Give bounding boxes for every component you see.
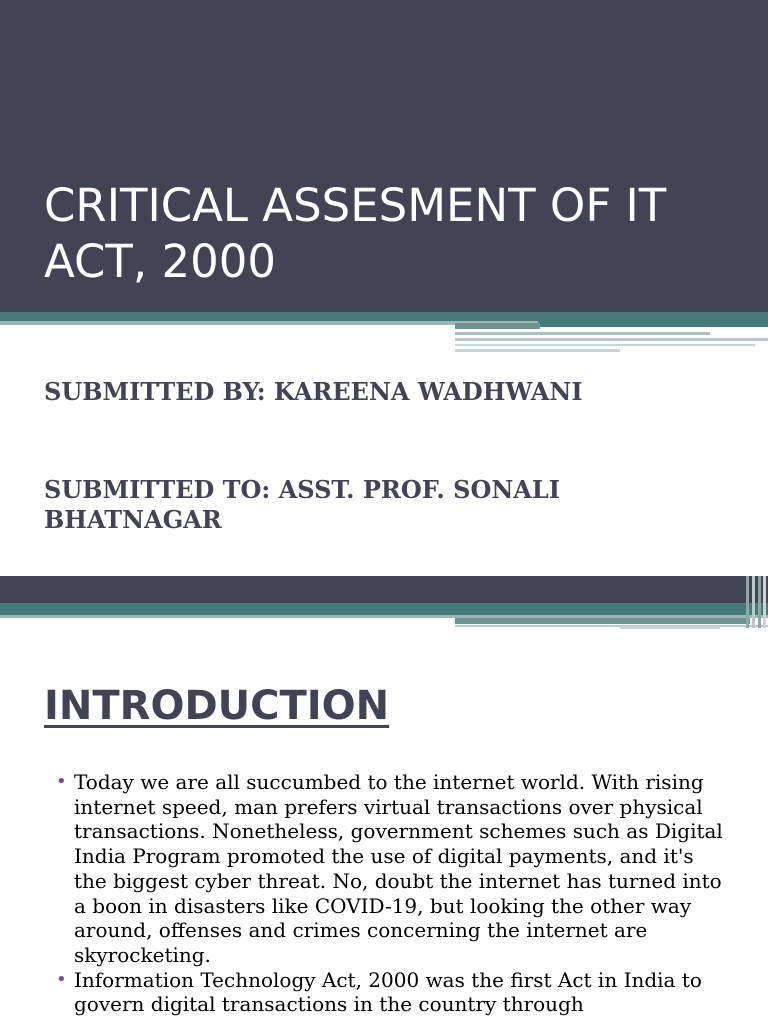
bullet-list <box>52 770 732 1017</box>
introduction-slide <box>0 576 768 1024</box>
bullet-item <box>52 770 732 968</box>
submitted-to: SUBMITTED TO: ASST. PROF. SONALI BHATNAGAR <box>44 475 561 534</box>
bullet-text: Today we are all succumbed to the internet world. With rising internet speed, man prefers virtual transactions over physical transactions. Nonetheless, government schemes such as Digital India Program promoted the use of digital payments, and it's the biggest cyber threat. No, doubt the internet has turned into a boon in disasters like COVID-19, but looking the other way around, offenses and crimes concerning the internet are skyrocketing. <box>74 770 723 967</box>
bullet-icon: • <box>56 771 67 792</box>
bullet-item <box>52 968 732 1017</box>
submitted-by: SUBMITTED BY: KAREENA WADHWANI <box>44 377 583 406</box>
title-decoration <box>0 308 768 358</box>
slide-header-decoration <box>0 576 768 632</box>
slide-title: CRITICAL ASSESMENT OF IT ACT, 2000 <box>44 179 667 288</box>
bullet-text: Information Technology Act, 2000 was the first Act in India to govern digital transactions in the country through <box>74 967 702 1017</box>
slide-heading: INTRODUCTION <box>44 683 390 729</box>
title-band <box>0 0 768 312</box>
bullet-icon: • <box>56 968 67 990</box>
